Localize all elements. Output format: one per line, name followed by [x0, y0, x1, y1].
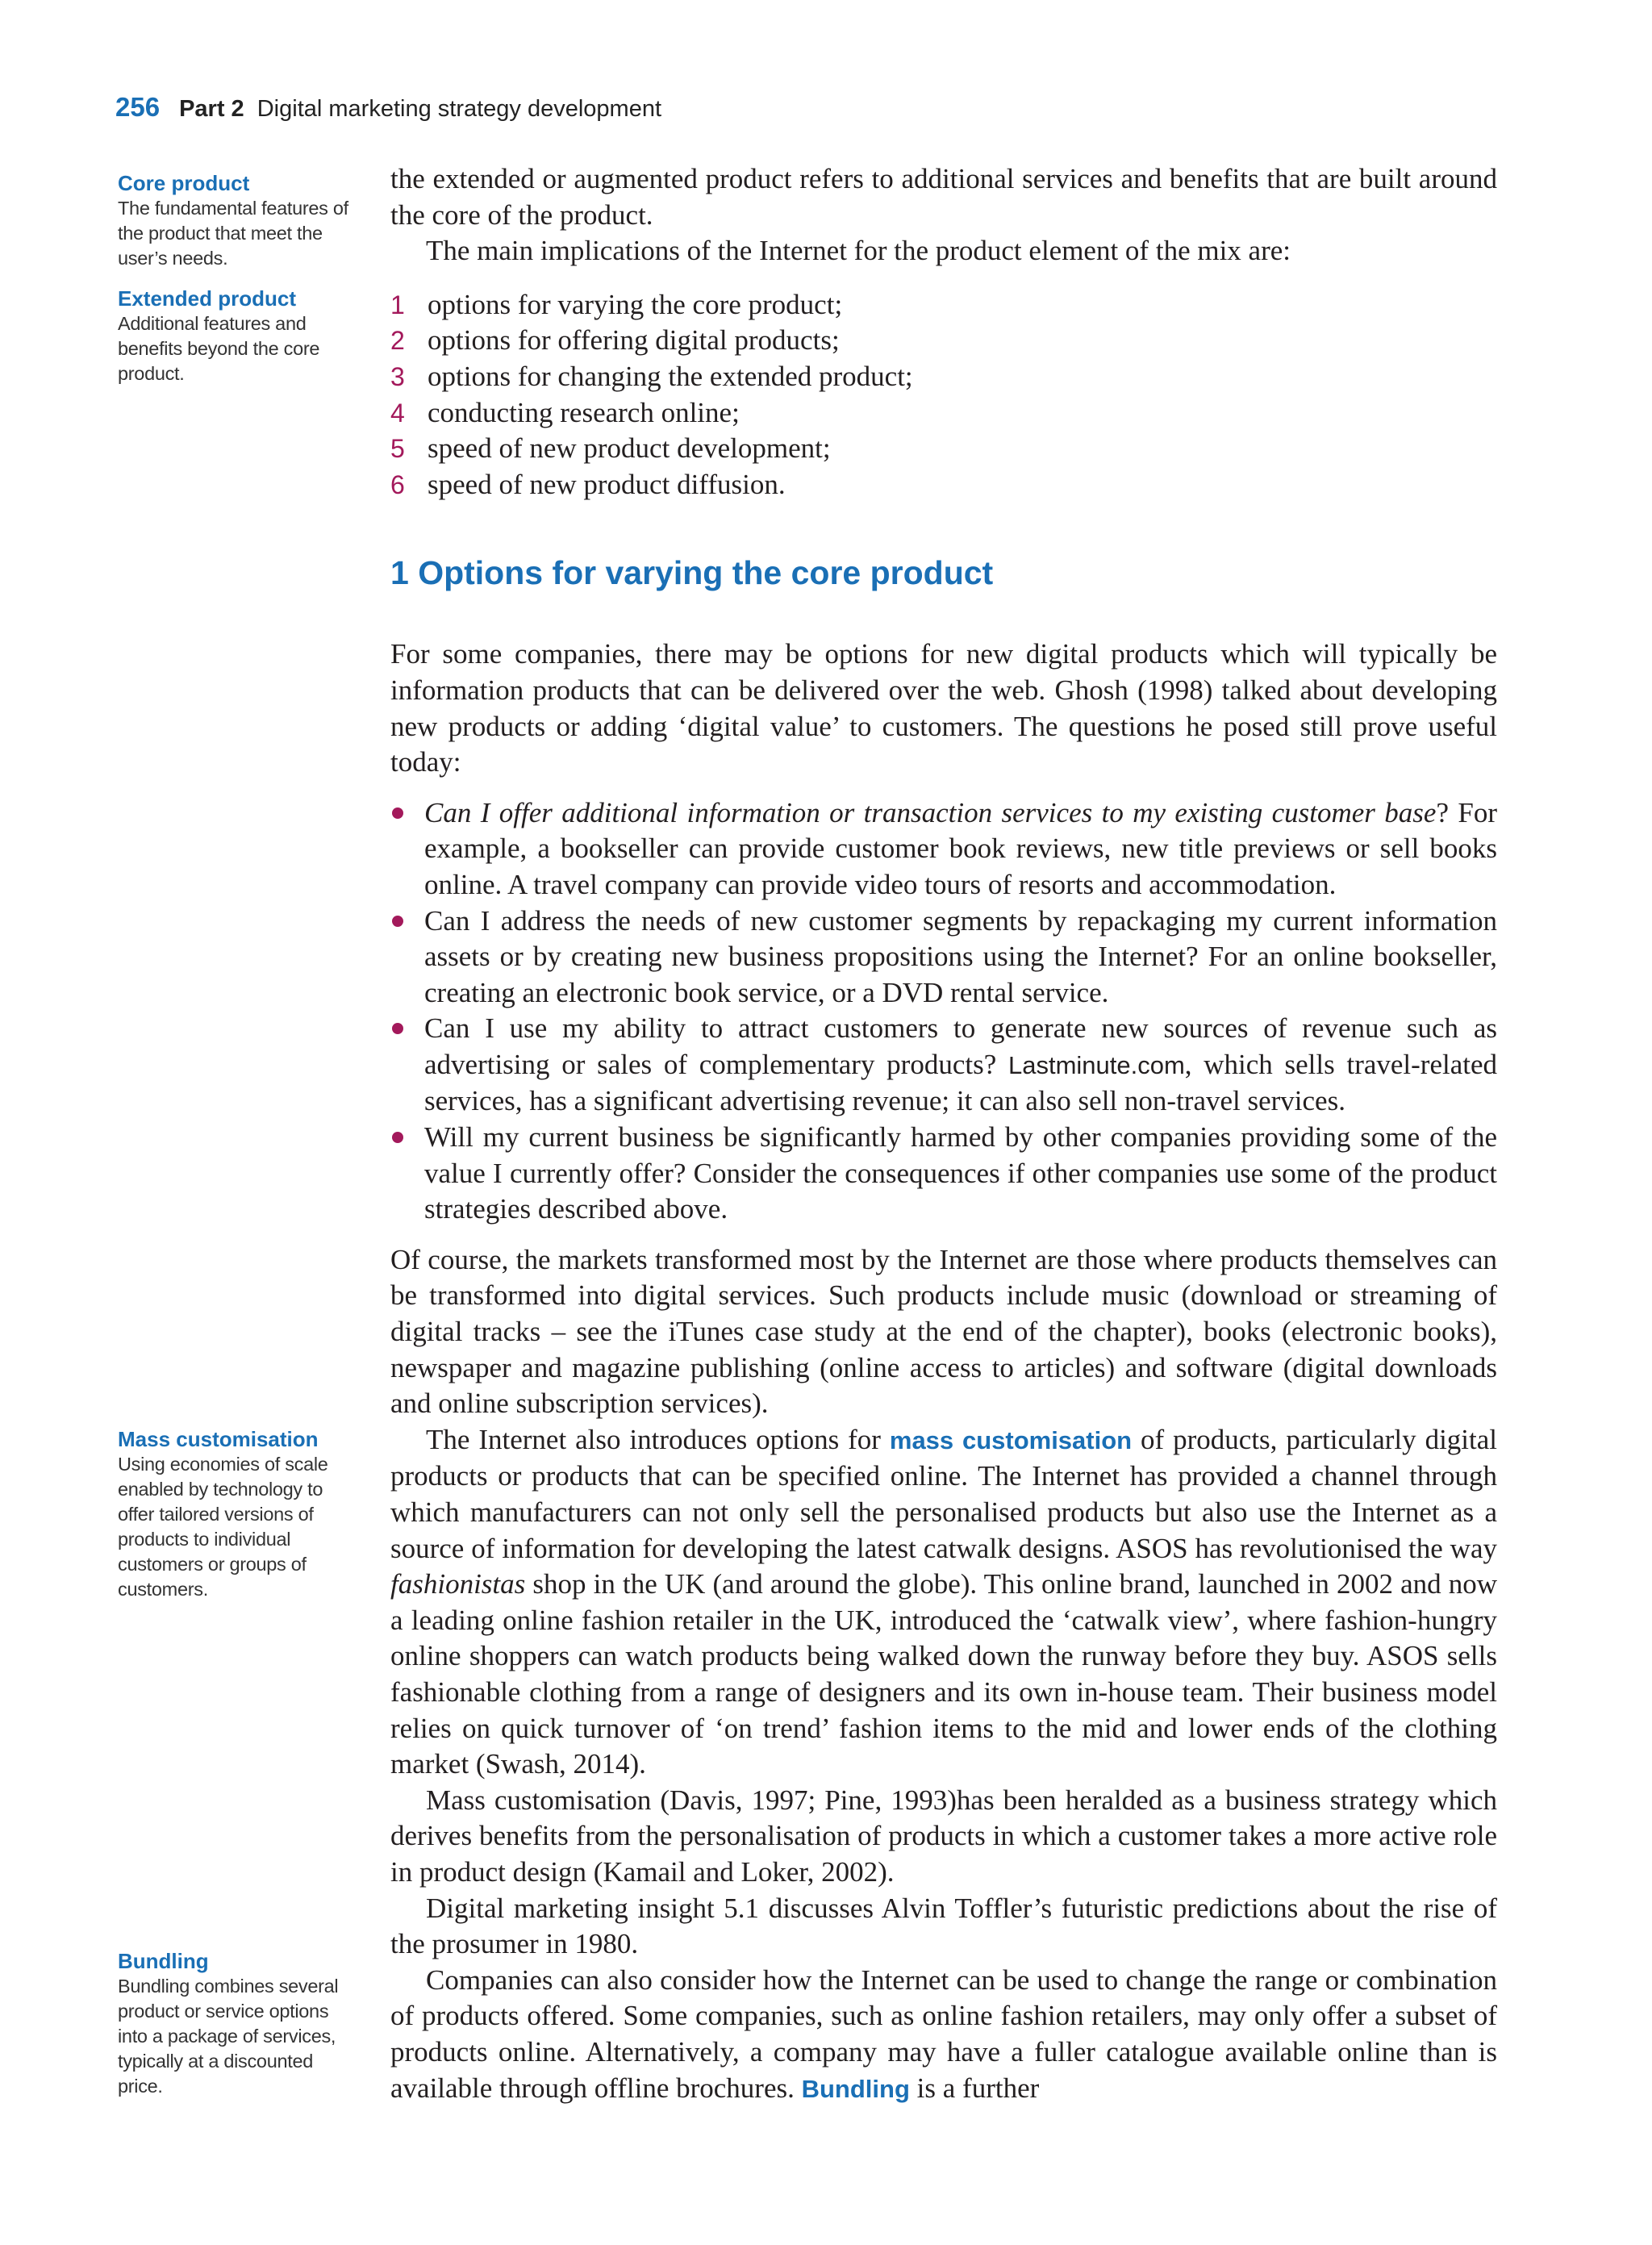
implications-list	[390, 287, 1497, 503]
section-heading: 1 Options for varying the core product	[390, 554, 994, 592]
body-paragraph: Of course, the markets transformed most by the Internet are those where products themselves can be transformed into digital services. Such products include music (download or streaming of digital tracks – see the iTunes case study at the end of the chapter), books (electronic books), newspaper and magazine publishing (online access to articles) and software (digital downloads and online subscription services).	[390, 1243, 1497, 1420]
list-item	[390, 467, 1497, 503]
list-item	[390, 431, 1497, 467]
list-item-text: conducting research online;	[428, 396, 740, 428]
margin-term-definition: Using economies of scale enabled by technology to offer tailored versions of products to individual customers or groups of customers.	[118, 1454, 328, 1600]
list-number: 6	[390, 469, 405, 499]
list-item-text: speed of new product diffusion.	[428, 468, 786, 500]
questions-list	[390, 795, 1497, 1228]
margin-term-extended-product	[118, 286, 352, 386]
key-term-bundling: Bundling	[801, 2074, 910, 2103]
margin-term-title: Extended product	[118, 286, 297, 311]
key-term-mass-customisation: mass customisation	[889, 1425, 1133, 1454]
intro-paragraph: the extended or augmented product refers to additional services and benefits that are built around the core of the product.	[390, 163, 1497, 231]
list-item: Will my current business be significantly harmed by other companies providing some of the value I currently offer? Consider the consequences if other companies use some of the product strategies described above.	[390, 1120, 1497, 1228]
list-item-text: speed of new product development;	[428, 432, 831, 465]
margin-term-mass-customisation	[118, 1427, 352, 1602]
list-number: 1	[390, 290, 405, 319]
page-number: 256	[115, 92, 161, 122]
list-item	[390, 323, 1497, 359]
bullet-icon	[392, 1132, 403, 1143]
margin-term-definition: Bundling combines several product or service options into a package of services, typically at a discounted price.	[118, 1976, 339, 2097]
list-item	[390, 359, 1497, 395]
body-paragraph: Companies can also consider how the Internet can be used to change the range or combination of products offered. Some companies, such as online fashion retailers, may only offer a subset of products online. Alternatively, a company may have a fuller catalogue available online than is available through offline brochures. Bundling is a further	[390, 1963, 1497, 2104]
list-item: Can I offer additional information or transaction services to my existing customer base? For example, a bookseller can provide customer book reviews, new title previews or sell books online. A travel company can provide video tours of resorts and accommodation.	[390, 795, 1497, 903]
part-label: Part 2	[179, 96, 244, 122]
list-number: 3	[390, 361, 405, 391]
body-paragraph: Mass customisation (Davis, 1997; Pine, 1993)has been heralded as a business strategy which derives benefits from the personalisation of products in which a customer takes a more active role in product design (Kamail and Loker, 2002).	[390, 1784, 1497, 1888]
bullet-icon	[392, 1023, 403, 1034]
margin-term-core-product	[118, 171, 352, 271]
body-paragraph: Digital marketing insight 5.1 discusses Alvin Toffler’s futuristic predictions about the rise of the prosumer in 1980.	[390, 1892, 1497, 1960]
intro-paragraph: The main implications of the Internet for the product element of the mix are:	[426, 235, 1291, 267]
website-name: Lastminute.com	[1007, 1050, 1185, 1079]
main-text	[390, 161, 1497, 2107]
margin-term-title: Mass customisation	[118, 1427, 319, 1451]
list-item	[390, 287, 1497, 323]
margin-term-title: Bundling	[118, 1949, 209, 1973]
italic-question: Can I offer additional information or transaction services to my existing customer base	[424, 796, 1437, 828]
margin-term-bundling	[118, 1949, 352, 2099]
list-item: Can I address the needs of new customer segments by repackaging my current information assets or by creating new business propositions using the Internet? For an online bookseller, creating an electronic book service, or a DVD rental service.	[390, 903, 1497, 1012]
list-number: 2	[390, 326, 405, 356]
list-number: 5	[390, 434, 405, 464]
body-paragraph: The Internet also introduces options for mass customisation of products, particularly digital products or products that can be specified online. The Internet has provided a channel through which manufacturers can not only sell the personalised products but also use the Internet as a source of information for developing the latest catwalk designs. ASOS has revolutionised the way fashionistas shop in the UK (and around the globe). This online brand, launched in 2002 and now a leading online fashion retailer in the UK, introduced the ‘catwalk view’, where fashion-hungry online shoppers can watch products being walked down the runway before they buy. ASOS sells fashionable clothing from a range of designers and its own in-house team. Their business model relies on quick turnover of ‘on trend’ fashion items to the mid and lower ends of the clothing market (Swash, 2014).	[390, 1423, 1498, 1780]
margin-term-title: Core product	[118, 171, 250, 195]
list-item	[390, 395, 1497, 432]
list-item-text: options for varying the core product;	[428, 288, 843, 320]
body-paragraph: For some companies, there may be options for new digital products which will typically be information products that can be delivered over the web. Ghosh (1998) talked about developing new products or adding ‘digital value’ to customers. The questions he posed still prove useful today:	[390, 638, 1497, 778]
list-number: 4	[390, 398, 405, 428]
margin-term-definition: Additional features and benefits beyond the core product.	[118, 313, 320, 384]
header-title: Digital marketing strategy development	[257, 96, 662, 122]
list-item-text: options for changing the extended product;	[428, 360, 913, 392]
margin-term-definition: The fundamental features of the product that meet the user’s needs.	[118, 198, 348, 269]
bullet-icon	[392, 916, 403, 927]
running-header	[115, 92, 661, 123]
list-item: Can I use my ability to attract customers to generate new sources of revenue such as advertising or sales of complementary products? Lastminute.com, which sells travel-related services, has a significant advertising revenue; it can also sell non-travel services.	[390, 1011, 1497, 1120]
list-item-text: options for offering digital products;	[428, 324, 840, 357]
bullet-icon	[392, 807, 403, 819]
